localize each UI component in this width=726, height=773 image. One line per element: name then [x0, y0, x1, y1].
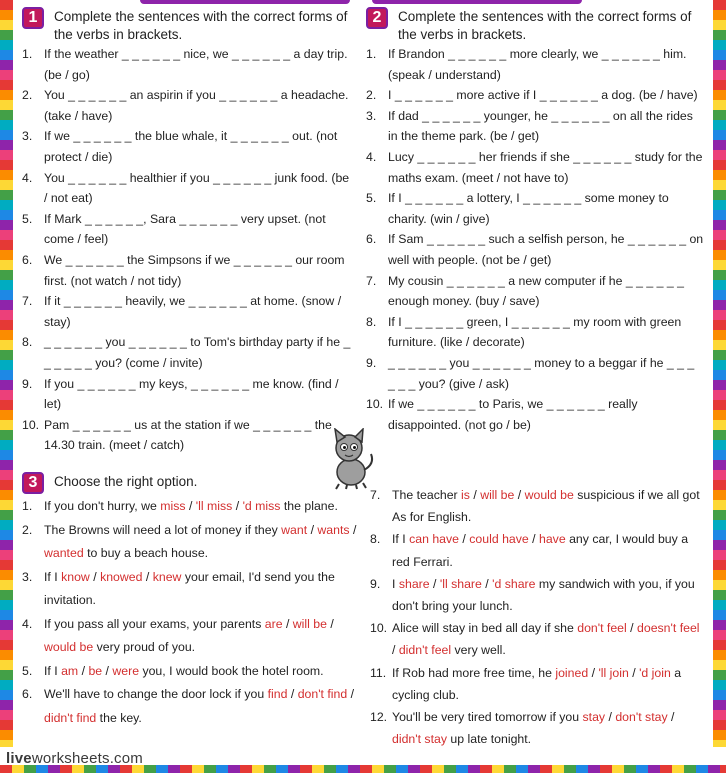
item-text: We _ _ _ _ _ _ the Simpsons if we _ _ _ _ _ _ our room first. (not watch / not tidy)	[44, 252, 345, 288]
top-decor-bar-left	[140, 0, 350, 4]
item-text	[392, 617, 704, 661]
answer-option[interactable]: could have	[469, 532, 529, 547]
answer-option[interactable]: can have	[409, 532, 460, 547]
exercise-item	[366, 188, 704, 229]
item-text: If Sam _ _ _ _ _ _ such a selfish person, he _ _ _ _ _ _ on well with people. (not be / get)	[388, 232, 704, 267]
sentence-text: /	[469, 488, 481, 502]
answer-option[interactable]: 'd miss	[242, 499, 281, 513]
item-text	[44, 613, 357, 660]
item-number: 5.	[22, 211, 33, 226]
sentence-text: /	[102, 663, 113, 678]
exercise-2-list	[366, 44, 704, 435]
exercise-3-header	[22, 473, 357, 494]
exercise-1-instructions: Complete the sentences with the correct forms of the verbs in brackets.	[54, 9, 348, 42]
exercise-item	[22, 209, 352, 250]
item-text: If Brandon _ _ _ _ _ _ more clearly, we _ _ _ _ _ _ him. (speak / understand)	[388, 47, 687, 82]
item-number: 6.	[366, 232, 377, 247]
exercise-item	[366, 147, 704, 188]
exercise-item	[370, 617, 704, 661]
exercise-item	[370, 528, 704, 572]
exercise-item	[22, 415, 352, 456]
exercise-item	[22, 332, 352, 373]
item-number: 10.	[366, 397, 384, 412]
sentence-text: the key.	[96, 710, 142, 725]
sentence-text: /	[347, 687, 355, 701]
footer-brand	[6, 750, 143, 767]
exercise-item	[366, 106, 704, 147]
item-text: You _ _ _ _ _ _ healthier if you _ _ _ _ _ _ junk food. (be / not eat)	[44, 170, 350, 206]
exercise-item	[22, 291, 352, 332]
sentence-text: You'll be very tired tomorrow if you	[392, 710, 583, 725]
item-text	[392, 662, 704, 706]
answer-option[interactable]: doesn't feel	[637, 621, 700, 636]
exercise-item	[22, 44, 352, 85]
item-text	[392, 528, 704, 572]
sentence-text: /	[142, 569, 153, 584]
exercise-item	[22, 566, 357, 613]
exercise-item	[22, 660, 357, 684]
item-text: If the weather _ _ _ _ _ _ nice, we _ _ _ _ _ _ a day trip. (be / go)	[44, 47, 348, 82]
exercise-3-list-continued	[370, 484, 704, 750]
cat-illustration	[325, 428, 377, 490]
item-text: My cousin _ _ _ _ _ _ a new computer if he _ _ _ _ _ _ enough money. (buy / save)	[388, 273, 684, 309]
exercise-item	[22, 374, 352, 415]
answer-option[interactable]: miss	[160, 499, 186, 513]
exercise-item	[366, 44, 704, 85]
sentence-text: /	[588, 665, 599, 680]
answer-option[interactable]: find	[267, 687, 288, 701]
answer-option[interactable]: 'll join	[598, 665, 629, 680]
item-number: 12.	[370, 710, 388, 725]
answer-option[interactable]: don't stay	[615, 710, 668, 725]
exercise-1-list	[22, 44, 352, 456]
exercise-2-header	[366, 8, 704, 43]
answer-option[interactable]: don't feel	[577, 621, 627, 636]
item-number: 7.	[22, 294, 33, 309]
sentence-text: If Rob had more free time, he	[392, 665, 556, 680]
sentence-text: /	[326, 616, 334, 631]
exercise-item	[22, 250, 352, 291]
sentence-text: The teacher	[392, 488, 462, 502]
answer-option[interactable]: will be	[480, 488, 515, 502]
item-text: If it _ _ _ _ _ _ heavily, we _ _ _ _ _ _ at home. (snow / stay)	[44, 294, 342, 329]
sentence-text: /	[89, 569, 101, 584]
answer-option[interactable]: am	[61, 663, 79, 678]
item-number: 2.	[366, 88, 377, 103]
item-number: 9.	[22, 376, 33, 391]
sentence-text: to buy a beach house.	[83, 546, 209, 560]
sentence-text: very proud of you.	[93, 640, 196, 654]
answer-option[interactable]: be	[88, 663, 103, 678]
item-number: 11.	[370, 665, 387, 680]
answer-option[interactable]: would be	[524, 488, 574, 502]
exercise-item	[366, 312, 704, 353]
answer-option[interactable]: knowed	[100, 569, 143, 584]
exercise-3-instructions: Choose the right option.	[54, 474, 198, 489]
answer-option[interactable]: didn't find	[44, 710, 97, 725]
exercise-1	[22, 8, 352, 456]
sentence-text: suspicious if we all got As for English.	[392, 488, 700, 525]
item-number: 1.	[22, 499, 33, 513]
item-number: 7.	[370, 488, 381, 502]
exercise-item	[366, 353, 704, 394]
item-number: 5.	[366, 191, 377, 206]
sentence-text: up late tonight.	[446, 732, 532, 747]
item-text	[44, 683, 357, 730]
item-text: Lucy _ _ _ _ _ _ her friends if she _ _ _ _ _ _ study for the maths exam. (meet / not have to)	[388, 149, 703, 185]
answer-option[interactable]: didn't feel	[398, 643, 452, 658]
answer-option[interactable]: will be	[292, 616, 327, 631]
item-number: 3.	[22, 129, 33, 144]
exercise-item	[370, 662, 704, 706]
footer-brand-rest: worksheets.com	[31, 750, 143, 767]
sentence-text: the plane.	[280, 499, 338, 513]
sentence-text: /	[392, 643, 399, 658]
answer-option[interactable]: is	[461, 488, 470, 502]
item-text	[44, 519, 357, 566]
answer-option[interactable]: 'd join	[639, 665, 671, 680]
item-number: 3.	[22, 569, 33, 584]
item-number: 3.	[366, 108, 377, 123]
item-number: 2.	[22, 88, 33, 103]
answer-option[interactable]: 'll miss	[195, 499, 233, 513]
sentence-text: Alice will stay in bed all day if she	[392, 621, 578, 636]
item-number: 4.	[22, 616, 33, 631]
sentence-text: /	[459, 532, 470, 547]
left-rainbow-border	[0, 0, 13, 773]
exercise-item	[370, 573, 704, 617]
item-number: 4.	[22, 170, 33, 185]
exercise-2-instructions: Complete the sentences with the correct forms of the verbs in brackets.	[398, 9, 692, 42]
answer-option[interactable]: 'd share	[492, 576, 536, 591]
exercise-number-badge: 2	[366, 7, 388, 29]
sentence-text: /	[78, 663, 89, 678]
exercise-item	[366, 394, 704, 435]
answer-option[interactable]: wants	[317, 522, 350, 537]
exercise-number-badge: 3	[22, 472, 44, 494]
sentence-text: my sandwich with you, if you don't bring your lunch.	[392, 576, 695, 614]
item-number: 2.	[22, 522, 33, 537]
answer-option[interactable]: want	[281, 522, 308, 537]
answer-option[interactable]: would be	[44, 640, 94, 654]
sentence-text: /	[514, 488, 525, 502]
item-text	[44, 660, 357, 684]
item-text: If I _ _ _ _ _ _ green, I _ _ _ _ _ _ my room with green furniture. (like / decorate)	[388, 314, 682, 350]
sentence-text: /	[287, 687, 298, 701]
item-text: If we _ _ _ _ _ _ to Paris, we _ _ _ _ _ _ really disappointed. (not go / be)	[388, 397, 638, 432]
exercise-item	[22, 85, 352, 126]
sentence-text: /	[185, 499, 196, 513]
item-text: Pam _ _ _ _ _ _ us at the station if we _ _ _ _ _ _ the 14.30 train. (meet / catch)	[44, 417, 332, 453]
exercise-item	[22, 519, 357, 566]
item-number: 9.	[366, 355, 377, 370]
answer-option[interactable]: are	[264, 616, 283, 631]
exercise-item	[22, 126, 352, 167]
sentence-text: If you don't hurry, we	[44, 499, 161, 513]
exercise-item	[370, 484, 704, 528]
item-text: If you _ _ _ _ _ _ my keys, _ _ _ _ _ _ me know. (find / let)	[44, 376, 339, 412]
item-text	[44, 495, 357, 519]
item-number: 7.	[366, 273, 377, 288]
sentence-text: If I	[44, 569, 62, 584]
item-text	[392, 573, 704, 617]
exercise-1-header	[22, 8, 352, 43]
item-number: 6.	[22, 252, 33, 267]
sentence-text: /	[307, 522, 318, 537]
item-number: 10.	[22, 417, 40, 432]
item-number: 4.	[366, 149, 377, 164]
exercise-3	[22, 473, 357, 730]
answer-option[interactable]: don't find	[297, 687, 348, 701]
item-number: 6.	[22, 687, 33, 701]
item-number: 10.	[370, 621, 388, 636]
sentence-text: /	[628, 665, 640, 680]
answer-option[interactable]: were	[112, 663, 140, 678]
sentence-text: any car, I would buy a red Ferrari.	[392, 532, 689, 569]
right-rainbow-border	[713, 0, 726, 773]
answer-option[interactable]: 'll share	[439, 576, 482, 591]
sentence-text: very well.	[451, 643, 506, 658]
item-number: 1.	[366, 47, 377, 61]
sentence-text: The Browns will need a lot of money if they	[44, 522, 282, 537]
exercise-item	[370, 706, 704, 750]
answer-option[interactable]: joined	[555, 665, 589, 680]
footer-brand-bold: live	[6, 750, 32, 767]
exercise-item	[366, 85, 704, 106]
sentence-text: I	[392, 576, 399, 591]
answer-option[interactable]: know	[61, 569, 90, 584]
sentence-text: If you pass all your exams, your parents	[44, 616, 265, 631]
item-text: If we _ _ _ _ _ _ the blue whale, it _ _ _ _ _ _ out. (not protect / die)	[44, 129, 338, 164]
item-text: I _ _ _ _ _ _ more active if I _ _ _ _ _ _ a dog. (be / have)	[388, 88, 698, 103]
sentence-text: a cycling club.	[392, 665, 682, 702]
sentence-text: /	[528, 532, 539, 547]
sentence-text: If I	[392, 532, 410, 547]
exercise-3-list	[22, 495, 357, 730]
answer-option[interactable]: share	[398, 576, 430, 591]
item-number: 8.	[22, 335, 33, 350]
sentence-text: /	[232, 499, 243, 513]
answer-option[interactable]: stay	[582, 710, 606, 725]
item-text	[392, 706, 704, 750]
exercise-item	[22, 683, 357, 730]
answer-option[interactable]: have	[539, 532, 566, 547]
item-number: 8.	[370, 532, 381, 547]
answer-option[interactable]: knew	[152, 569, 182, 584]
exercise-item	[366, 229, 704, 270]
answer-option[interactable]: wanted	[44, 546, 84, 560]
item-number: 5.	[22, 663, 33, 678]
sentence-text: /	[626, 621, 638, 636]
exercise-item	[22, 613, 357, 660]
exercise-number-badge: 1	[22, 7, 44, 29]
top-decor-bar-right	[372, 0, 582, 4]
exercise-3-continued	[370, 484, 704, 750]
sentence-text: /	[349, 522, 357, 537]
item-text: _ _ _ _ _ _ you _ _ _ _ _ _ to Tom's birthday party if he _ _ _ _ _ _ you? (come / invite)	[44, 335, 351, 370]
exercise-item	[22, 168, 352, 209]
sentence-text: /	[429, 576, 440, 591]
exercise-item	[22, 495, 357, 519]
exercise-item	[366, 271, 704, 312]
item-text: _ _ _ _ _ _ you _ _ _ _ _ _ money to a beggar if he _ _ _ _ _ _ you? (give / ask)	[388, 355, 695, 391]
answer-option[interactable]: didn't stay	[392, 732, 447, 747]
item-number: 1.	[22, 47, 33, 61]
sentence-text: If I	[44, 663, 62, 678]
item-text	[392, 484, 704, 528]
item-number: 8.	[366, 314, 377, 329]
sentence-text: /	[605, 710, 616, 725]
exercise-2	[366, 8, 704, 435]
sentence-text: /	[481, 576, 493, 591]
sentence-text: you, I would book the hotel room.	[139, 663, 324, 678]
item-text: You _ _ _ _ _ _ an aspirin if you _ _ _ _ _ _ a headache. (take / have)	[44, 88, 349, 123]
item-text: If I _ _ _ _ _ _ a lottery, I _ _ _ _ _ _ some money to charity. (win / give)	[388, 191, 669, 226]
item-number: 9.	[370, 576, 381, 591]
sentence-text: We'll have to change the door lock if you	[44, 687, 268, 701]
item-text	[44, 566, 357, 613]
item-text: If Mark _ _ _ _ _ _, Sara _ _ _ _ _ _ very upset. (not come / feel)	[44, 211, 326, 247]
sentence-text: your email, I'd send you the invitation.	[44, 569, 335, 607]
item-text: If dad _ _ _ _ _ _ younger, he _ _ _ _ _ _ on all the rides in the theme park. (be / get)	[388, 108, 693, 144]
sentence-text: /	[667, 710, 675, 725]
sentence-text: /	[282, 616, 293, 631]
